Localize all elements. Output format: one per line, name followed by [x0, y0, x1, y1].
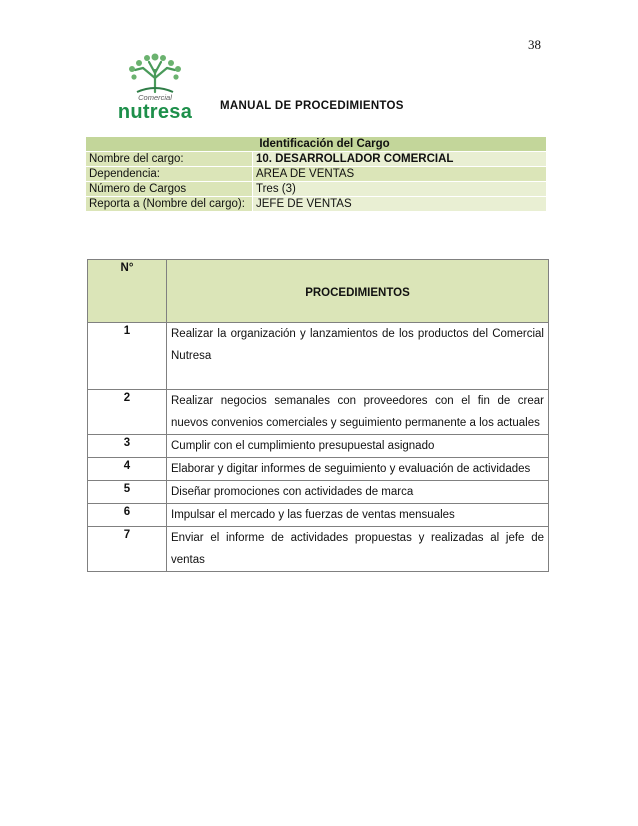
row-value: JEFE DE VENTAS	[253, 197, 547, 212]
tree-icon	[103, 48, 203, 96]
procedure-number: 6	[88, 504, 167, 527]
company-logo	[103, 48, 203, 128]
table-row	[86, 182, 547, 197]
row-label: Nombre del cargo:	[86, 152, 253, 167]
table-row	[88, 527, 549, 572]
table-row	[88, 435, 549, 458]
logo-text-nutresa: nutresa	[117, 101, 193, 123]
table-row	[86, 152, 547, 167]
page-number: 38	[528, 37, 541, 52]
row-value: 10. DESARROLLADOR COMERCIAL	[253, 152, 547, 167]
procedure-text: Diseñar promociones con actividades de marca	[167, 481, 549, 504]
procedures-header-row	[88, 260, 549, 323]
logo-text-comercial: Comercial	[138, 93, 172, 102]
identification-header: Identificación del Cargo	[86, 137, 547, 152]
row-label: Número de Cargos	[86, 182, 253, 197]
table-row	[88, 481, 549, 504]
table-row	[86, 167, 547, 182]
row-value: AREA DE VENTAS	[253, 167, 547, 182]
procedure-number: 1	[88, 323, 167, 390]
procedure-number: 5	[88, 481, 167, 504]
procedure-text: Enviar el informe de actividades propuestas y realizadas al jefe de ventas	[167, 527, 549, 572]
column-header-procedures: PROCEDIMIENTOS	[167, 260, 549, 323]
row-label: Reporta a (Nombre del cargo):	[86, 197, 253, 212]
table-row	[88, 504, 549, 527]
row-value: Tres (3)	[253, 182, 547, 197]
procedure-text: Cumplir con el cumplimiento presupuestal asignado	[167, 435, 549, 458]
procedure-text: Realizar la organización y lanzamientos de los productos del Comercial Nutresa	[167, 323, 549, 390]
table-row	[88, 390, 549, 435]
procedure-text: Realizar negocios semanales con proveedores con el fin de crear nuevos convenios comerciales y seguimiento permanente a los actuales	[167, 390, 549, 435]
identification-table	[85, 136, 547, 212]
page-title: MANUAL DE PROCEDIMIENTOS	[220, 100, 404, 112]
procedure-number: 4	[88, 458, 167, 481]
procedures-table	[87, 259, 549, 572]
table-row	[88, 458, 549, 481]
table-row	[86, 197, 547, 212]
column-header-number: N°	[88, 260, 167, 323]
table-row	[88, 323, 549, 390]
procedure-text: Impulsar el mercado y las fuerzas de ventas mensuales	[167, 504, 549, 527]
procedure-number: 3	[88, 435, 167, 458]
procedure-number: 2	[88, 390, 167, 435]
procedure-number: 7	[88, 527, 167, 572]
row-label: Dependencia:	[86, 167, 253, 182]
procedure-text: Elaborar y digitar informes de seguimiento y evaluación de actividades	[167, 458, 549, 481]
identification-header-row	[86, 137, 547, 152]
